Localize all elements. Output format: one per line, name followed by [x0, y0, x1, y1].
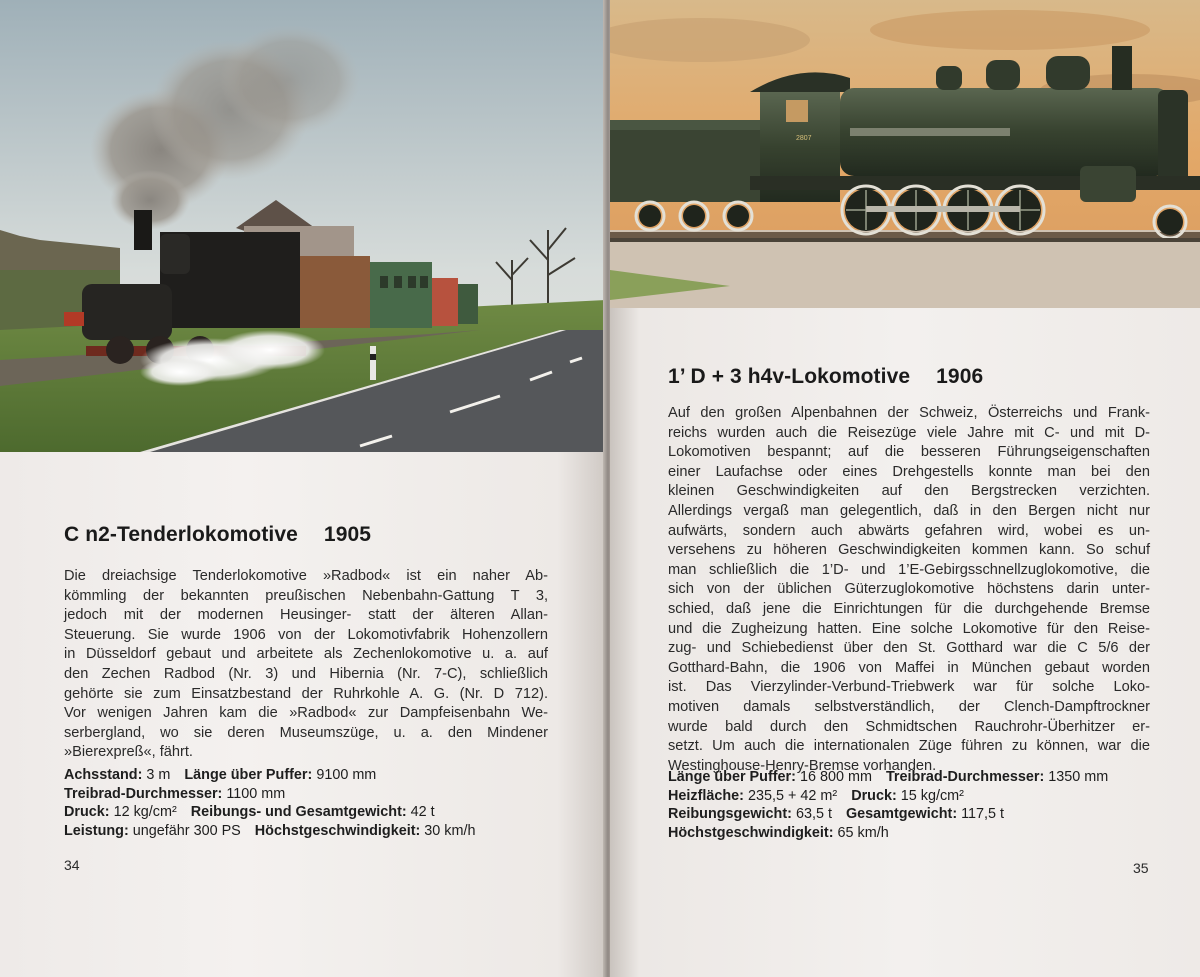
- left-body-text: [64, 567, 548, 763]
- spec-line: [64, 785, 486, 804]
- spec-value: 63,5 t: [795, 806, 832, 823]
- right-body-line: reichs wurden auch die Reisezüge viele Jahre mit C- und mit D-: [668, 424, 1150, 441]
- spec-label: Reibungs- und Gesamtgewicht:: [190, 804, 407, 821]
- spec-label: Höchstgeschwindigkeit:: [254, 822, 421, 839]
- spec-label: Gesamtgewicht:: [845, 806, 958, 823]
- right-body-line: setzt. Um auch die internationalen Züge führen zu können, war die: [668, 738, 1150, 755]
- right-body-line: Westinghouse-Henry-Bremse vorhanden.: [668, 757, 937, 774]
- right-body-line: und die Zugheizung hatten. Eine solche Lokomotive für den Reise-: [668, 620, 1150, 637]
- spec-label: Reibungsgewicht:: [668, 806, 792, 823]
- spec-value: 1350 mm: [1048, 769, 1109, 785]
- spec-value: 9100 mm: [316, 767, 377, 783]
- spec-line: [64, 766, 486, 785]
- right-page-title: [668, 365, 983, 389]
- left-page-number: 34: [64, 857, 80, 873]
- spec-label: Höchstgeschwindigkeit:: [668, 824, 834, 841]
- spec-value: 65 km/h: [837, 824, 889, 841]
- spec-label: Leistung:: [64, 822, 129, 839]
- left-body-line: Die dreiachsige Tenderlokomotive »Radbod« ist ein naher Ab-: [64, 568, 548, 584]
- spec-label: Treibrad-Durchmesser:: [885, 769, 1045, 785]
- right-body-line: man schließlich die 1’D- und 1’E-Gebirgsschnellzuglokomotive, die: [668, 561, 1150, 578]
- left-title-text: C n2-Tenderlokomotive: [64, 523, 298, 546]
- spec-label: Druck:: [851, 787, 897, 804]
- left-body-line: Steuerung. Sie wurde 1906 von der Lokomotivfabrik Hohenzollern: [64, 626, 548, 643]
- left-specifications: [64, 766, 486, 840]
- right-body-line: zug- und Schiebedienst über den St. Gotthard war die C 5/6 der: [668, 640, 1150, 657]
- left-body-line: gehörte sie zum Einsatzbestand der Ruhrkohle A. G. (Nr. D 712).: [64, 685, 548, 702]
- spec-value: 3 m: [146, 767, 171, 783]
- spec-line: [668, 768, 1118, 787]
- right-title-text: 1’ D + 3 h4v-Lokomotive: [668, 365, 911, 388]
- spec-value: 42 t: [410, 804, 435, 821]
- right-body-text: [668, 404, 1150, 776]
- steam-tank-locomotive-photo: [0, 0, 606, 452]
- right-body-line: aufwärts, sondern auch abwärts gefahren wird, wobei es un-: [668, 522, 1150, 539]
- right-body-line: versehens zu höheren Geschwindigkeiten kommen kann. So schuf: [668, 542, 1150, 559]
- spec-label: Treibrad-Durchmesser:: [64, 785, 223, 802]
- right-body-line: Lokomotiven bespannt; auf die besseren Führungseigenschaften: [668, 444, 1150, 461]
- right-body-line: kleinen Geschwindigkeiten auf den Bergstrecken verzichten.: [668, 483, 1150, 500]
- spec-label: Druck:: [64, 804, 110, 821]
- right-body-line: einer Laufachse oder eines Drehgestells konnte man bei den: [668, 463, 1150, 480]
- left-body-line: kömmling der bekannten preußischen Nebenbahn-Gattung T 3,: [64, 587, 548, 604]
- spec-line: [64, 803, 486, 822]
- spec-value: ungefähr 300 PS: [132, 822, 241, 839]
- spec-label: Heizfläche:: [668, 787, 744, 804]
- spec-value: 15 kg/cm²: [900, 787, 964, 804]
- right-page-number: 35: [1133, 860, 1149, 876]
- right-body-line: wurde bald durch den Schmidtschen Rauchrohr-Überhitzer er-: [668, 718, 1150, 735]
- left-body-line: jedoch mit der modernen Heusinger- statt der älteren Allan-: [64, 607, 548, 624]
- spec-label: Länge über Puffer:: [668, 769, 796, 785]
- right-title-year: 1906: [936, 365, 984, 388]
- left-body-line: in Düsseldorf gebaut und arbeitete als Zechenlokomotive u. a. auf: [64, 646, 548, 663]
- left-title-year: 1905: [323, 523, 372, 546]
- right-page: [610, 0, 1200, 977]
- right-specifications: [668, 768, 1118, 842]
- left-body-line: den Zechen Radbod (Nr. 3) und Hibernia (Nr. 7-C), schließlich: [64, 665, 548, 682]
- svg-text:2807: 2807: [796, 135, 812, 142]
- right-body-line: motiven damals selbstverständlich, der Clench-Dampftrockner: [668, 698, 1150, 715]
- spec-line: [668, 787, 1118, 806]
- spec-line: [668, 805, 1118, 824]
- right-body-line: Gotthard-Bahn, die 1906 von Maffei in München gebaut worden: [668, 659, 1150, 676]
- right-body-line: ist. Das Vierzylinder-Verbund-Triebwerk war für solche Loko-: [668, 679, 1150, 696]
- spec-label: Achsstand:: [64, 767, 143, 783]
- right-body-line: Auf den großen Alpenbahnen der Schweiz, Österreichs und Frank-: [668, 405, 1150, 421]
- spec-line: [668, 824, 1118, 843]
- spec-value: 30 km/h: [424, 822, 476, 839]
- left-body-line: Vor wenigen Jahren kam die »Radbod« zur Dampfeisenbahn We-: [64, 705, 548, 722]
- spec-value: 1100 mm: [226, 785, 286, 802]
- right-body-line: sich von der üblichen Güterzuglokomotive höchstens darin unter-: [668, 581, 1150, 598]
- spec-value: 16 800 mm: [799, 769, 872, 785]
- painted-locomotive-illustration: [610, 0, 1200, 308]
- right-body-line: schied, daß jene die Einrichtungen für die durchgehende Bremse: [668, 600, 1150, 617]
- spec-label: Länge über Puffer:: [184, 767, 313, 783]
- spec-line: [64, 822, 486, 841]
- right-body-line: Allerdings vergaß man gelegentlich, daß in den Bergen nicht nur: [668, 502, 1150, 519]
- left-page-title: [64, 523, 371, 547]
- left-body-line: »Bierexpreß«, fährt.: [64, 744, 193, 761]
- spec-value: 117,5 t: [961, 806, 1005, 823]
- left-body-line: serbergland, wo sie deren Museumszüge, u. a. den Mindener: [64, 724, 548, 741]
- spec-value: 235,5 + 42 m²: [747, 787, 838, 804]
- spec-value: 12 kg/cm²: [113, 804, 177, 821]
